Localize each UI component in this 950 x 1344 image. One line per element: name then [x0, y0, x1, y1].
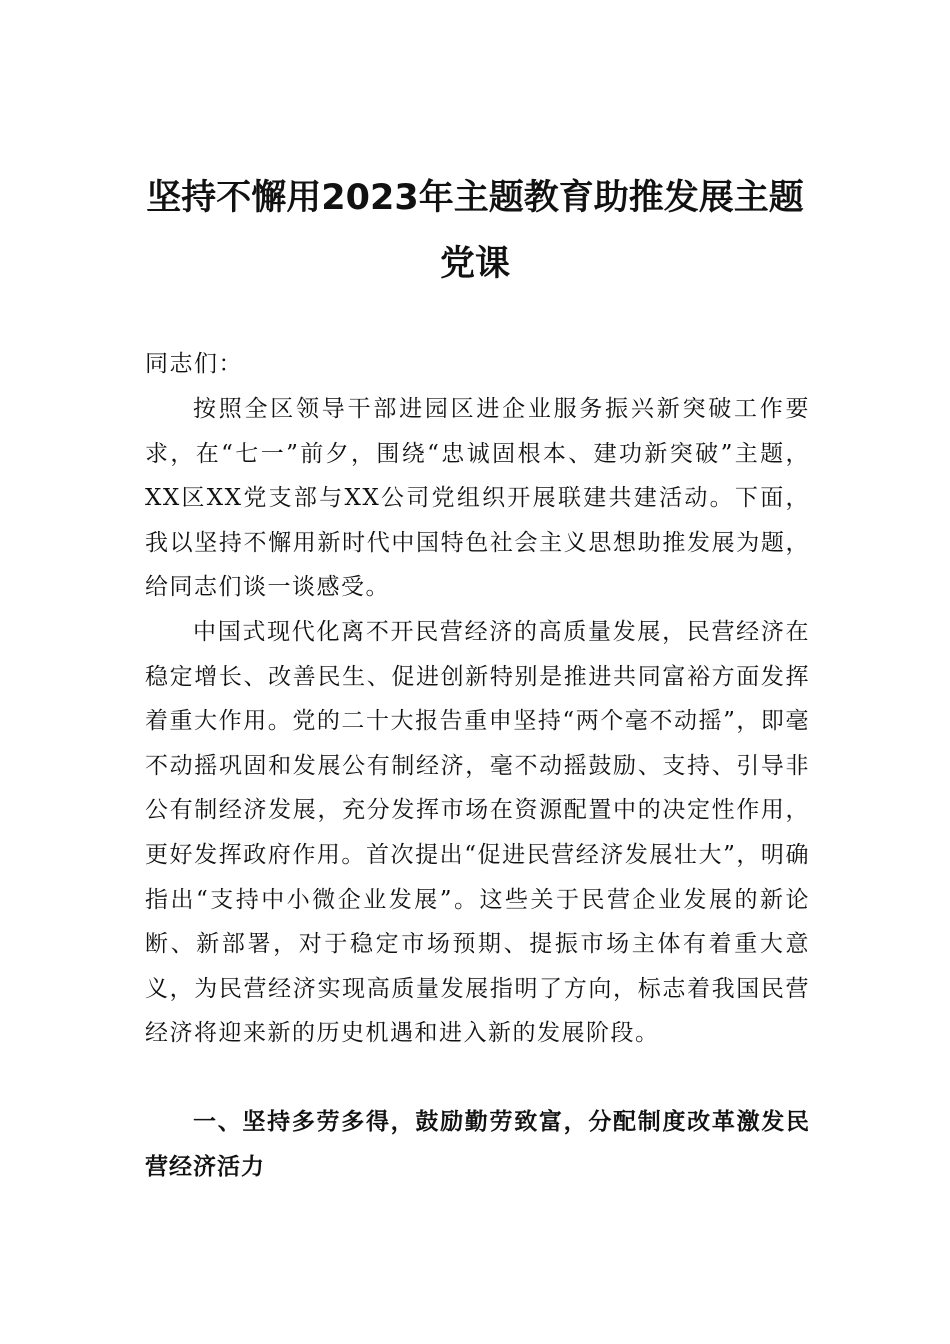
paragraph-private-economy: 中国式现代化离不开民营经济的高质量发展，民营经济在稳定增长、改善民生、促进创新特别是推进共同富裕方面发挥着重大作用。党的二十大报告重申坚持“两个毫不动摇”，即毫不动摇巩固和发展公有制经济，毫不动摇鼓励、支持、引导非公有制经济发展，充分发挥市场在资源配置中的决定性作用，更好发挥政府作用。首次提出“促进民营经济发展壮大”，明确指出“支持中小微企业发展”。这些关于民营企业发展的新论断、新部署，对于稳定市场预期、提振市场主体有着重大意义，为民营经济实现高质量发展指明了方向，标志着我国民营经济将迎来新的历史机遇和进入新的发展阶段。 [145, 619, 810, 1047]
paragraph-intro: 按照全区领导干部进园区进企业服务振兴新突破工作要求，在“七一”前夕，围绕“忠诚固根本、建功新突破”主题，XX区XX党支部与XX公司党组织开展联建共建活动。下面，我以坚持不懈用新时代中国特色社会主义思想助推发展为题，给同志们谈一谈感受。 [145, 396, 810, 601]
document-title-line-2: 党课 [439, 244, 510, 284]
document-title-line-1: 坚持不懈用2023年主题教育助推发展主题 [146, 178, 804, 218]
section-heading: 一、坚持多劳多得，鼓励勤劳致富，分配制度改革激发民营经济活力 [145, 1109, 810, 1180]
greeting: 同志们： [145, 351, 243, 377]
